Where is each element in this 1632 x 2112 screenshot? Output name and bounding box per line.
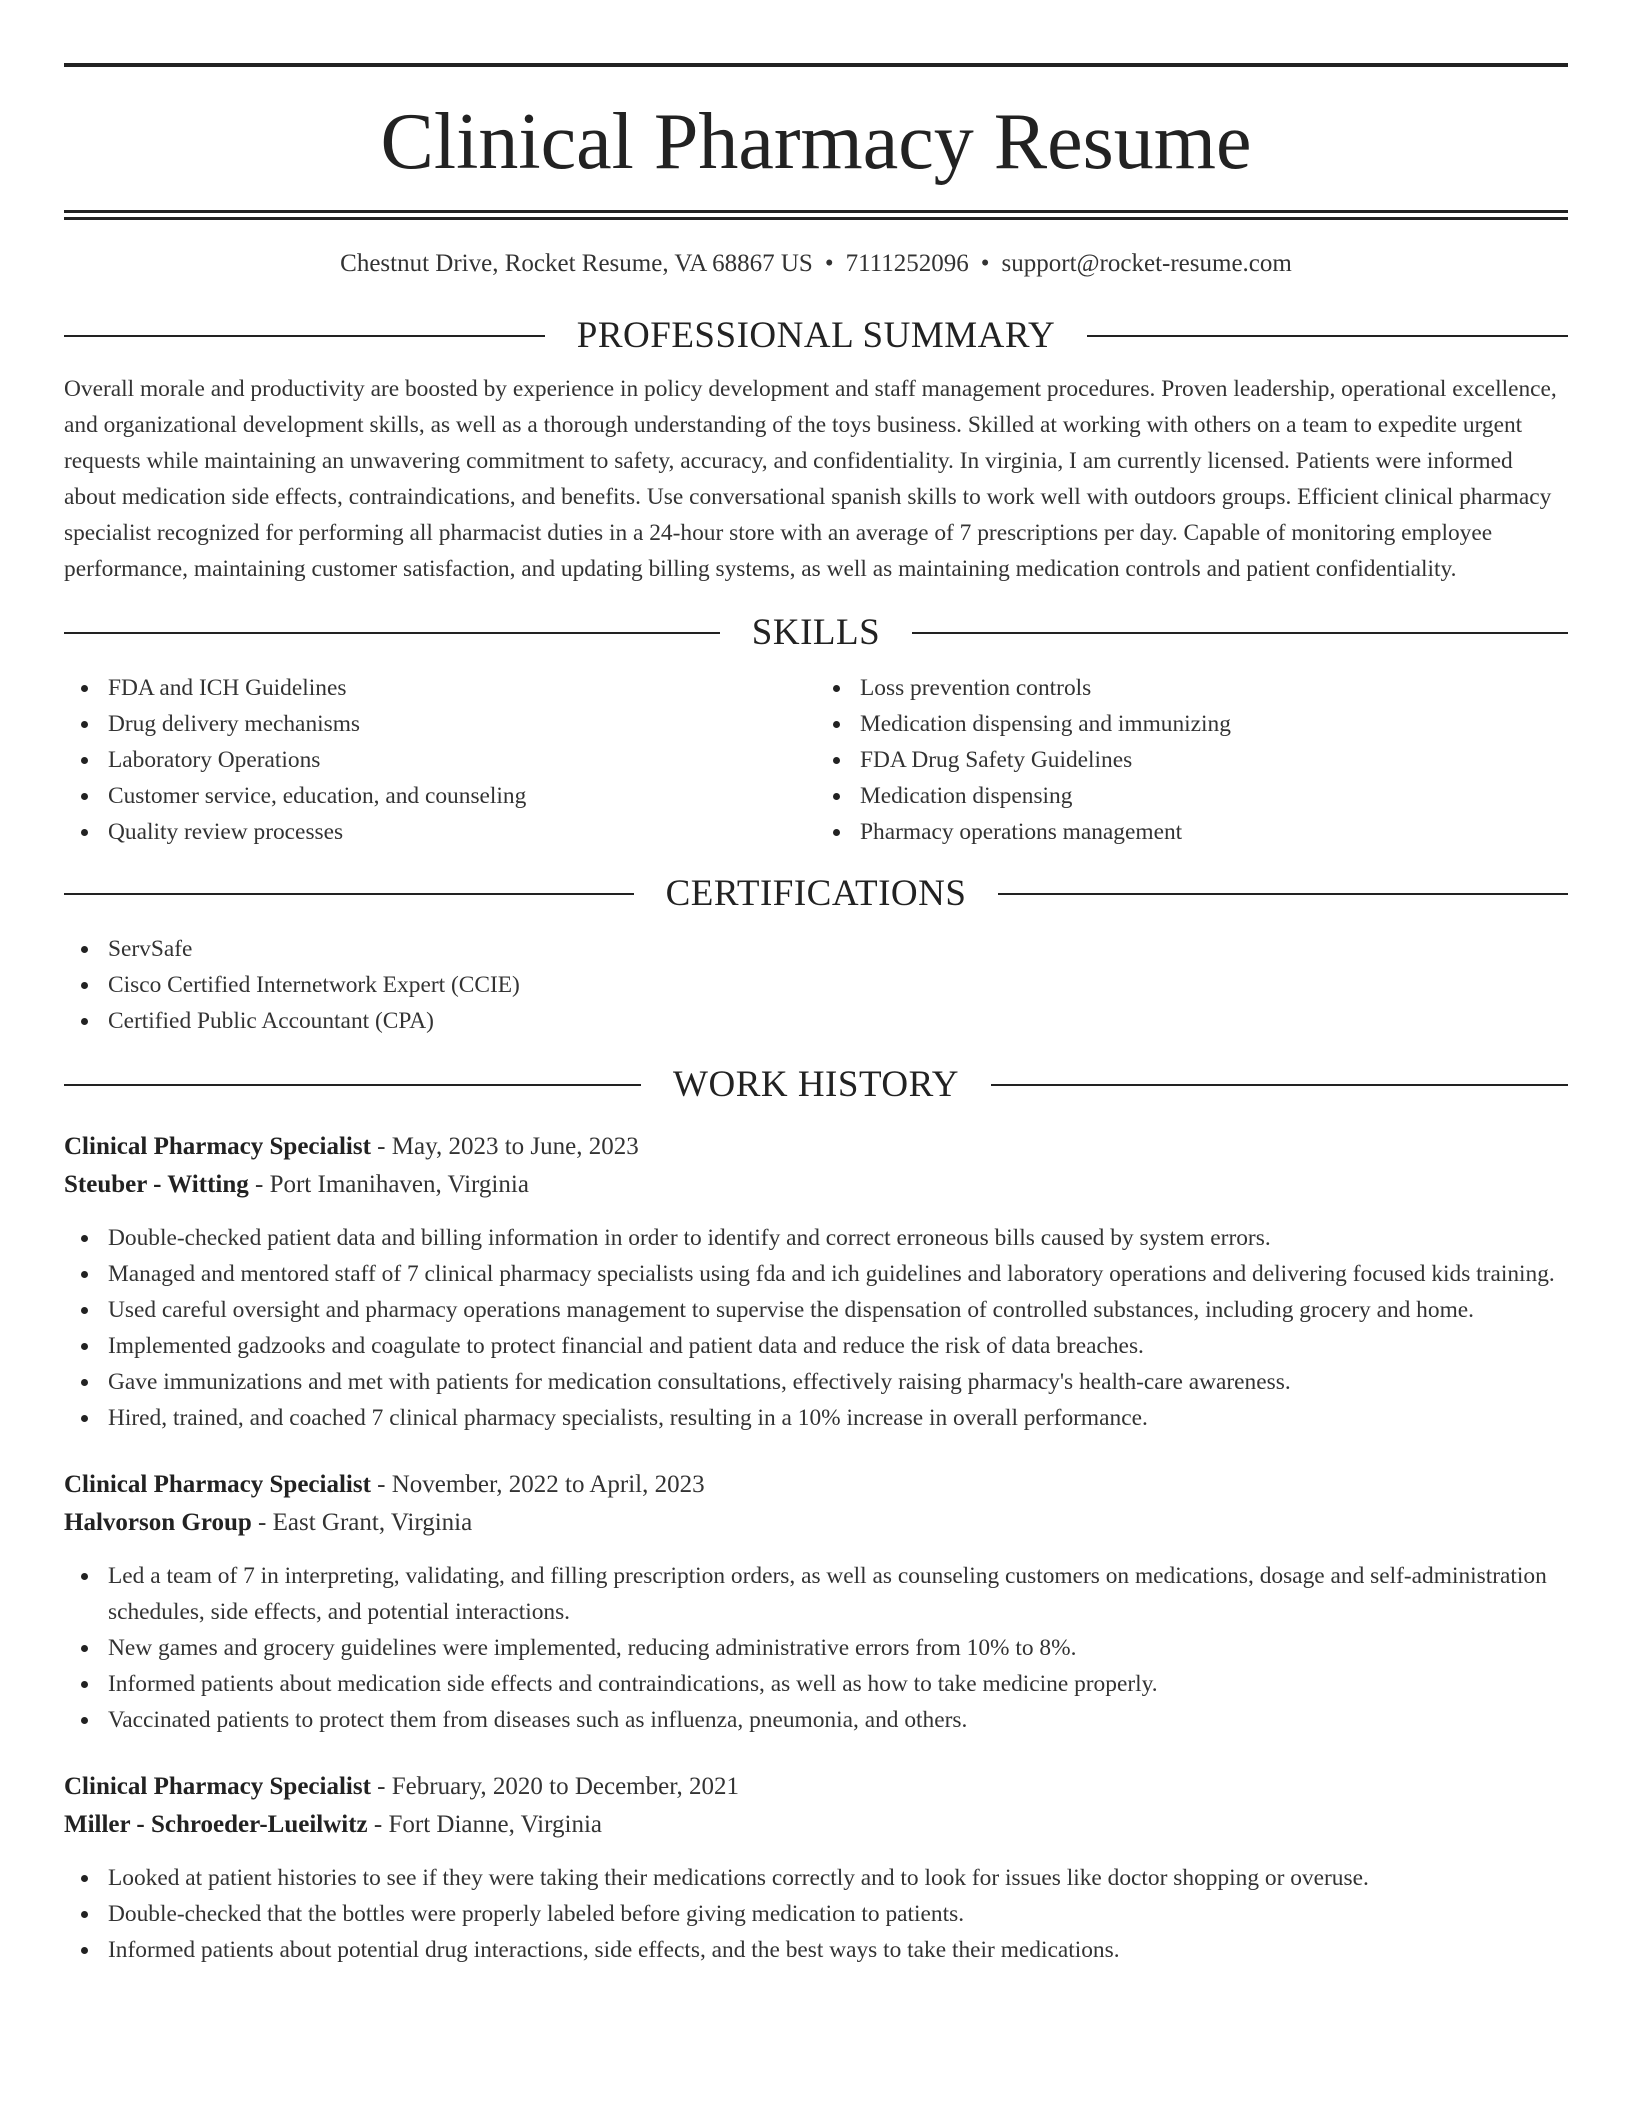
job-company-line xyxy=(64,1166,1568,1204)
section-rule-left xyxy=(64,1084,641,1086)
job-bullet: Implemented gadzooks and coagulate to protect financial and patient data and reduce the risk of data breaches. xyxy=(108,1328,1568,1364)
section-title-skills: SKILLS xyxy=(751,612,881,653)
job-bullet: Informed patients about medication side effects and contraindications, as well as how to take medicine properly. xyxy=(108,1666,1568,1702)
section-rule-right xyxy=(998,893,1568,895)
job-dates: - May, 2023 to June, 2023 xyxy=(370,1133,639,1160)
job-location: - East Grant, Virginia xyxy=(251,1509,473,1536)
certification-item: Certified Public Accountant (CPA) xyxy=(108,1003,1568,1039)
certification-item: Cisco Certified Internetwork Expert (CCIE) xyxy=(108,967,1568,1003)
job-bullet: Hired, trained, and coached 7 clinical pharmacy specialists, resulting in a 10% increase in overall performance. xyxy=(108,1400,1568,1436)
skill-item: Medication dispensing xyxy=(860,778,1568,814)
skill-item: Drug delivery mechanisms xyxy=(108,706,816,742)
contact-address: Chestnut Drive, Rocket Resume, VA 68867 US xyxy=(340,250,813,277)
job-dates: - November, 2022 to April, 2023 xyxy=(370,1471,705,1498)
contact-separator: • xyxy=(980,250,990,277)
section-header-certifications xyxy=(64,872,1568,915)
job-company: Halvorson Group xyxy=(64,1509,252,1536)
section-header-work-history xyxy=(64,1063,1568,1106)
section-rule-left xyxy=(64,632,720,634)
job-bullet: Managed and mentored staff of 7 clinical pharmacy specialists using fda and ich guidelines and laboratory operations and delivering focused kids training. xyxy=(108,1256,1568,1292)
job-bullet: Vaccinated patients to protect them from diseases such as influenza, pneumonia, and others. xyxy=(108,1702,1568,1738)
job-bullets xyxy=(64,1220,1568,1436)
contact-line xyxy=(64,250,1568,278)
section-header-skills xyxy=(64,611,1568,654)
job-company: Miller - Schroeder-Lueilwitz xyxy=(64,1811,368,1838)
summary-text: Overall morale and productivity are boosted by experience in policy development and staff management procedures. Proven leadership, operational excellence, and organizational development skills, as well as a thorough understanding of the toys business. Skilled at working with others on a team to expedite urgent requests while maintaining an unwavering commitment to safety, accuracy, and confidentiality. In virginia, I am currently licensed. Patients were informed about medication side effects, contraindications, and benefits. Use conversational spanish skills to work well with outdoors groups. Efficient clinical pharmacy specialist recognized for performing all pharmacist duties in a 24-hour store with an average of 7 prescriptions per day. Capable of monitoring employee performance, maintaining customer satisfaction, and updating billing systems, as well as maintaining medication controls and patient confidentiality. xyxy=(64,376,1557,582)
section-title-summary: PROFESSIONAL SUMMARY xyxy=(576,315,1056,356)
skill-item: FDA Drug Safety Guidelines xyxy=(860,742,1568,778)
section-rule-right xyxy=(991,1084,1568,1086)
job-bullet: Gave immunizations and met with patients for medication consultations, effectively raising pharmacy's health-care awareness. xyxy=(108,1364,1568,1400)
job-entry xyxy=(64,1768,1568,1968)
contact-email: support@rocket-resume.com xyxy=(1001,250,1292,277)
job-title-line xyxy=(64,1768,1568,1806)
section-title-work-history: WORK HISTORY xyxy=(673,1064,959,1105)
skills-list-right xyxy=(816,670,1568,850)
contact-phone: 7111252096 xyxy=(845,250,969,277)
top-rule xyxy=(64,63,1568,67)
job-title: Clinical Pharmacy Specialist xyxy=(64,1773,371,1800)
certification-item: ServSafe xyxy=(108,931,1568,967)
job-entry xyxy=(64,1128,1568,1436)
job-title-line xyxy=(64,1466,1568,1504)
job-dates: - February, 2020 to December, 2021 xyxy=(370,1773,740,1800)
job-location: - Port Imanihaven, Virginia xyxy=(248,1171,529,1198)
job-bullet: Double-checked patient data and billing information in order to identify and correct erroneous bills caused by system errors. xyxy=(108,1220,1568,1256)
skill-item: Loss prevention controls xyxy=(860,670,1568,706)
contact-separator: • xyxy=(824,250,834,277)
section-title-certifications: CERTIFICATIONS xyxy=(665,873,967,914)
skills-list-left xyxy=(64,670,816,850)
job-bullet: New games and grocery guidelines were implemented, reducing administrative errors from 10% to 8%. xyxy=(108,1630,1568,1666)
job-company-line xyxy=(64,1504,1568,1542)
skill-item: Customer service, education, and counseling xyxy=(108,778,816,814)
job-entry xyxy=(64,1466,1568,1738)
skill-item: Laboratory Operations xyxy=(108,742,816,778)
job-bullet: Informed patients about potential drug interactions, side effects, and the best ways to take their medications. xyxy=(108,1932,1568,1968)
skill-item: FDA and ICH Guidelines xyxy=(108,670,816,706)
job-company-line xyxy=(64,1806,1568,1844)
certifications-list xyxy=(64,931,1568,1039)
section-header-summary xyxy=(64,314,1568,357)
job-bullet: Double-checked that the bottles were properly labeled before giving medication to patients. xyxy=(108,1896,1568,1932)
job-bullets xyxy=(64,1558,1568,1738)
skill-item: Medication dispensing and immunizing xyxy=(860,706,1568,742)
section-rule-right xyxy=(912,632,1568,634)
title-double-rule xyxy=(64,210,1568,220)
section-rule-left xyxy=(64,893,634,895)
resume-title: Clinical Pharmacy Resume xyxy=(380,98,1252,186)
job-bullet: Looked at patient histories to see if they were taking their medications correctly and to look for issues like doctor shopping or overuse. xyxy=(108,1860,1568,1896)
job-company: Steuber - Witting xyxy=(64,1171,249,1198)
job-bullet: Used careful oversight and pharmacy operations management to supervise the dispensation of controlled substances, including grocery and home. xyxy=(108,1292,1568,1328)
job-bullet: Led a team of 7 in interpreting, validating, and filling prescription orders, as well as counseling customers on medications, dosage and self-administration schedules, side effects, and potential interactions. xyxy=(108,1558,1568,1630)
skill-item: Quality review processes xyxy=(108,814,816,850)
section-rule-left xyxy=(64,335,545,337)
job-title: Clinical Pharmacy Specialist xyxy=(64,1133,371,1160)
resume-page xyxy=(64,0,1568,1968)
job-location: - Fort Dianne, Virginia xyxy=(367,1811,602,1838)
skill-item: Pharmacy operations management xyxy=(860,814,1568,850)
job-title-line xyxy=(64,1128,1568,1166)
skills-grid xyxy=(64,670,1568,850)
section-rule-right xyxy=(1087,335,1568,337)
job-bullets xyxy=(64,1860,1568,1968)
job-title: Clinical Pharmacy Specialist xyxy=(64,1471,371,1498)
